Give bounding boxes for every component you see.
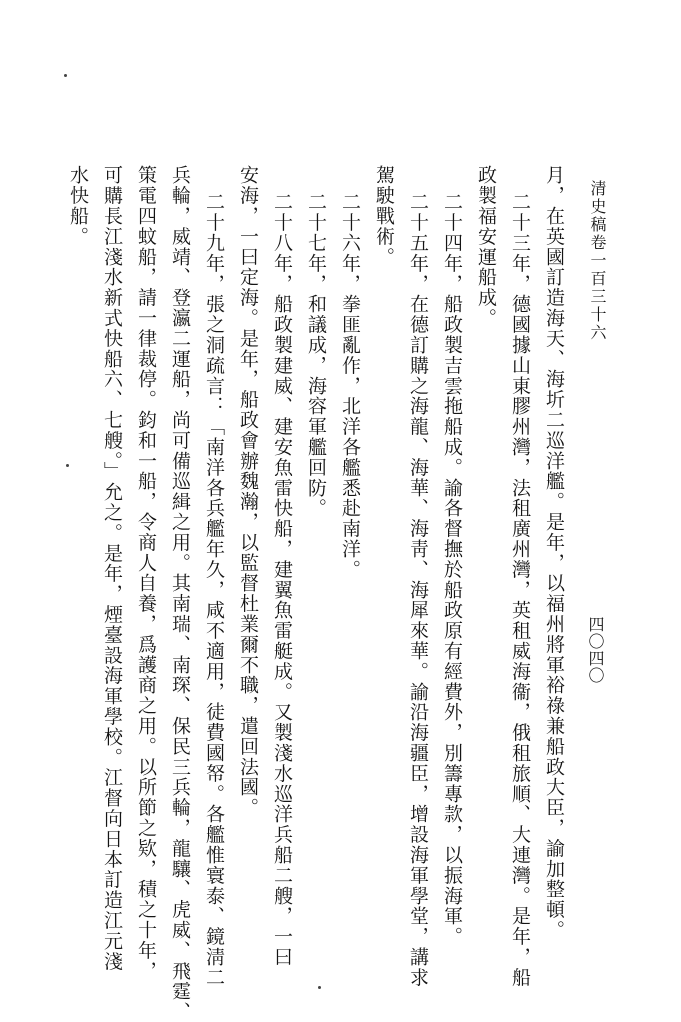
text-line: 水快船。 (67, 165, 89, 247)
scan-speck (318, 986, 321, 989)
text-line: 安海，一曰定海。是年，船政會辦魏瀚，以監督杜業爾不職，遣回法國。 (237, 165, 259, 818)
text-line: 二十六年，拳匪亂作，北洋各艦悉赴南洋。 (339, 192, 361, 580)
page-number: 四〇四〇 (586, 616, 605, 684)
scan-speck (64, 74, 67, 77)
text-line: 月，在英國訂造海天、海圻二巡洋艦。是年，以福州將軍裕祿兼船政大臣，諭加整頓。 (543, 165, 565, 941)
text-line: 駕駛戰術。 (373, 165, 395, 267)
text-line: 二十三年，德國據山東膠州灣，法租廣州灣，英租威海衞，俄租旅順、大連灣。是年，船 (509, 192, 531, 988)
page-header: 清史稿卷一百三十六 (588, 180, 607, 342)
text-line: 二十九年，張之洞疏言：「南洋各兵艦年久，咸不適用，徒費國帑。各艦惟寰泰、鏡淸二 (203, 192, 225, 988)
text-line: 政製福安運船成。 (475, 165, 497, 329)
scan-speck (66, 464, 69, 467)
text-line: 可購長江淺水新式快船六、七艘。」允之。是年，煙臺設海軍學校。江督向日本訂造江元淺 (101, 165, 123, 972)
text-line: 二十七年，和議成，海容軍艦回防。 (305, 192, 327, 519)
text-line: 二十八年，船政製建威、建安魚雷快船，建翼魚雷艇成。又製淺水巡洋兵船二艘，一曰 (271, 192, 293, 968)
text-line: 策電四蚊船，請一律裁停。鈞和一船，令商人自養，爲護商之用。以所節之欵，積之十年， (135, 165, 157, 981)
text-line: 二十五年，在德訂購之海龍、海華、海靑、海犀來華。諭沿海疆臣，增設海軍學堂，講求 (407, 192, 429, 988)
text-line: 二十四年，船政製吉雲拖船成。諭各督撫於船政原有經費外，別籌專款，以振海軍。 (441, 192, 463, 947)
text-line: 兵輪，威靖、登瀛二運船，尚可備巡緝之用。其南瑞、南琛、保民三兵輪，龍驤、虎威、飛霆、 (169, 165, 191, 1022)
